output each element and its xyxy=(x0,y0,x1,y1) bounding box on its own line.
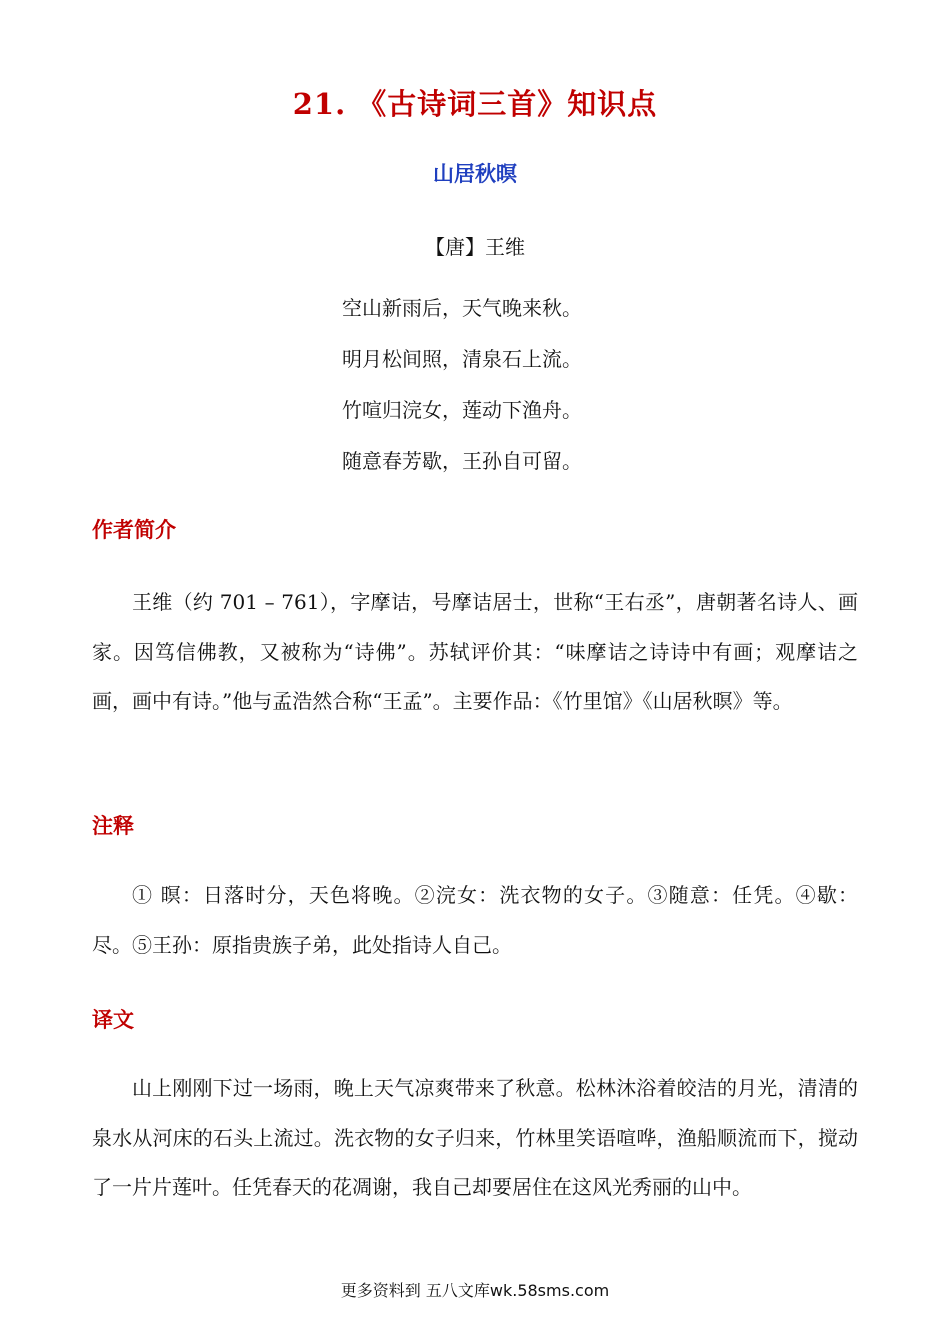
poem-line: 随意春芳歇，王孙自可留。 xyxy=(342,449,582,473)
poem-line: 竹喧归浣女，莲动下渔舟。 xyxy=(342,398,582,422)
notes-paragraph: ① 暝：日落时分，天色将晚。②浣女：洗衣物的女子。③随意：任凭。④歇：尽。⑤王孙：原指贵族子弟，此处指诗人自己。 xyxy=(92,883,858,957)
poem-line: 空山新雨后，天气晚来秋。 xyxy=(342,296,582,320)
section-heading-author-bio: 作者简介 xyxy=(92,518,176,542)
poem-author: 【唐】王维 xyxy=(425,235,525,259)
footer-text: 更多资料到 五八文库wk.58sms.com xyxy=(340,1281,610,1300)
author-bio-paragraph: 王维（约 701 – 761），字摩诘，号摩诘居士，世称“王右丞”，唐朝著名诗人、画家。因笃信佛教，又被称为“诗佛”。苏轼评价其：“味摩诘之诗诗中有画；观摩诘之画，画中有诗。”他与孟浩然合称“王孟”。主要作品：《竹里馆》《山居秋暝》等。 xyxy=(92,590,858,713)
poem-line: 明月松间照，清泉石上流。 xyxy=(342,347,582,371)
document-title: 21. 《古诗词三首》知识点 xyxy=(292,87,658,121)
section-heading-notes: 注释 xyxy=(92,814,134,838)
poem-body xyxy=(342,290,742,494)
section-heading-translation: 译文 xyxy=(92,1008,134,1032)
poem-title: 山居秋暝 xyxy=(433,162,517,186)
translation-paragraph: 山上刚刚下过一场雨，晚上天气凉爽带来了秋意。松林沐浴着皎洁的月光，清清的泉水从河床的石头上流过。洗衣物的女子归来，竹林里笑语喧哗，渔船顺流而下，搅动了一片片莲叶。任凭春天的花凋谢，我自己却要居住在这风光秀丽的山中。 xyxy=(92,1076,858,1199)
